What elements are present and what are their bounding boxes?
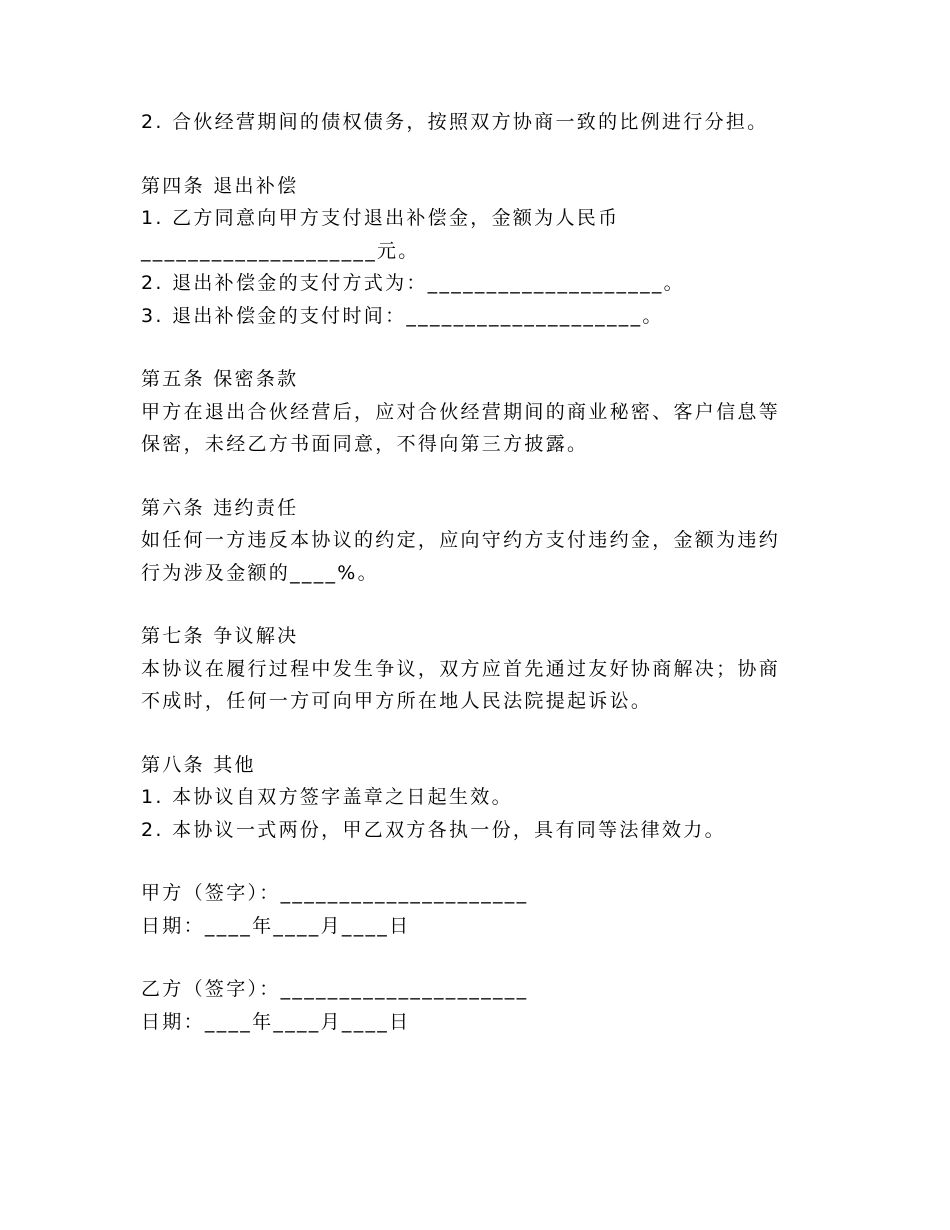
article-4-line-1: 1. 乙方同意向甲方支付退出补偿金，金额为人民币 <box>141 207 620 229</box>
article-4-line-3: 2. 退出补偿金的支付方式为：____________________。 <box>141 272 685 294</box>
party-a-date-line: 日期：____年____月____日 <box>141 914 411 937</box>
article-8-line-1: 1. 本协议自双方签字盖章之日起生效。 <box>141 786 513 808</box>
article-6-heading: 第六条 违约责任 <box>141 496 299 519</box>
party-a-signature-line: 甲方（签字）：_____________________ <box>141 882 529 904</box>
article-5-heading: 第五条 保密条款 <box>141 368 299 390</box>
article-5-line-1: 甲方在退出合伙经营后，应对合伙经营期间的商业秘密、客户信息等 <box>141 400 781 423</box>
spacer <box>141 332 806 363</box>
spacer <box>141 589 806 620</box>
article-6-line-2: 行为涉及金额的____%。 <box>141 561 379 584</box>
spacer <box>141 718 806 749</box>
spacer <box>141 846 806 877</box>
article-8-line-2: 2. 本协议一式两份，甲乙双方各执一份，具有同等法律效力。 <box>141 818 726 841</box>
article-4-line-4: 3. 退出补偿金的支付时间：____________________。 <box>141 304 664 327</box>
article-6-line-1: 如任何一方违反本协议的约定，应向守约方支付违约金，金额为违约 <box>141 529 781 551</box>
article-7-line-2: 不成时，任何一方可向甲方所在地人民法院提起诉讼。 <box>141 690 653 712</box>
article-7-heading: 第七条 争议解决 <box>141 625 299 647</box>
party-b-signature-line: 乙方（签字）：_____________________ <box>141 978 529 1000</box>
article-4-heading: 第四条 退出补偿 <box>141 174 299 197</box>
article-8-heading: 第八条 其他 <box>141 753 256 776</box>
document-body <box>141 106 806 1038</box>
article-5-line-2: 保密，未经乙方书面同意，不得向第三方披露。 <box>141 433 589 455</box>
article-4-line-2: ____________________元。 <box>141 239 420 262</box>
clause-3-2: 2. 合伙经营期间的债权债务，按照双方协商一致的比例进行分担。 <box>141 111 769 133</box>
party-b-date-line: 日期：____年____月____日 <box>141 1010 411 1033</box>
spacer <box>141 139 806 170</box>
article-7-line-1: 本协议在履行过程中发生争议，双方应首先通过友好协商解决；协商 <box>141 657 781 680</box>
spacer <box>141 942 806 973</box>
spacer <box>141 461 806 492</box>
